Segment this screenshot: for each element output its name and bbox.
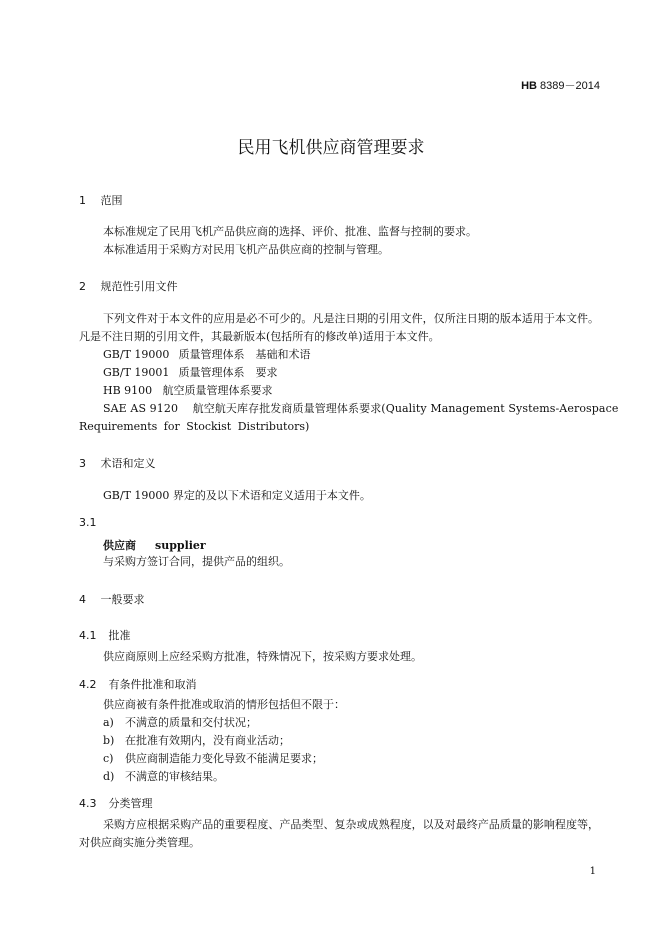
section-number: 4 bbox=[79, 593, 86, 606]
subsection-number: 4.1 bbox=[79, 629, 97, 642]
paragraph: 本标准规定了民用飞机产品供应商的选择、评价、批准、监督与控制的要求。 bbox=[103, 225, 477, 238]
list-text: 不满意的质量和交付状况； bbox=[125, 716, 257, 729]
section-title: 范围 bbox=[100, 194, 123, 207]
paragraph: 下列文件对于本文件的应用是必不可少的。凡是注日期的引用文件，仅所注日期的版本适用于本文件。凡是不注日期的引用文件，其最新版本(包括所有的修改单)适用于本文件。 bbox=[79, 312, 599, 343]
list-text: 不满意的审核结果。 bbox=[125, 770, 224, 783]
subsection-4-3-heading bbox=[79, 795, 153, 811]
list-marker: b) bbox=[103, 734, 115, 747]
reference-name: 质量管理体系 基础和术语 bbox=[178, 348, 311, 361]
term-chinese: 供应商 bbox=[103, 539, 136, 552]
section-number: 3 bbox=[79, 457, 86, 470]
list-marker: a) bbox=[103, 716, 114, 729]
subsection-title: 批准 bbox=[108, 629, 131, 642]
list-marker: d) bbox=[103, 770, 115, 783]
subsection-number: 4.3 bbox=[79, 797, 97, 810]
subsection-4-1-heading bbox=[79, 627, 131, 643]
paragraph: 本标准适用于采购方对民用飞机产品供应商的控制与管理。 bbox=[103, 243, 389, 256]
list-text: 在批准有效期内，没有商业活动； bbox=[125, 734, 290, 747]
list-item bbox=[103, 768, 224, 786]
section-number: 2 bbox=[79, 280, 86, 293]
reference-code: GB/T 19001 bbox=[103, 366, 170, 379]
subsection-4-2-heading bbox=[79, 676, 197, 692]
reference-item bbox=[103, 400, 618, 418]
reference-code: HB 9100 bbox=[103, 384, 153, 397]
reference-name: 航空质量管理体系要求 bbox=[162, 384, 273, 397]
reference-item bbox=[103, 382, 273, 400]
list-marker: c) bbox=[103, 752, 114, 765]
document-header bbox=[521, 77, 600, 93]
paragraph: 供应商原则上应经采购方批准，特殊情况下，按采购方要求处理。 bbox=[103, 650, 422, 663]
list-item bbox=[103, 732, 290, 750]
paragraph: 供应商被有条件批准或取消的情形包括但不限于： bbox=[103, 698, 345, 711]
document-title: 民用飞机供应商管理要求 bbox=[237, 138, 425, 158]
reference-code: SAE AS 9120 bbox=[103, 402, 179, 415]
reference-continuation: Requirements for Stockist Distributors) bbox=[79, 420, 310, 433]
term-number: 3.1 bbox=[79, 516, 97, 529]
section-title: 一般要求 bbox=[100, 593, 145, 606]
term-english: supplier bbox=[155, 539, 206, 552]
subsection-number: 4.2 bbox=[79, 678, 97, 691]
section-2-heading bbox=[79, 278, 178, 294]
reference-name: 航空航天库存批发商质量管理体系要求(Quality Management Systems-Aerospace bbox=[192, 402, 619, 415]
subsection-title: 分类管理 bbox=[108, 797, 153, 810]
section-3-heading bbox=[79, 455, 156, 471]
list-item bbox=[103, 750, 323, 768]
paragraph: GB/T 19000 界定的及以下术语和定义适用于本文件。 bbox=[103, 489, 371, 502]
section-4-heading bbox=[79, 591, 145, 607]
subsection-title: 有条件批准和取消 bbox=[108, 678, 197, 691]
term-definition: 与采购方签订合同，提供产品的组织。 bbox=[103, 555, 290, 568]
section-title: 规范性引用文件 bbox=[100, 280, 178, 293]
section-number: 1 bbox=[79, 194, 86, 207]
section-title: 术语和定义 bbox=[100, 457, 156, 470]
section-1-heading bbox=[79, 192, 123, 208]
list-text: 供应商制造能力变化导致不能满足要求； bbox=[125, 752, 323, 765]
page-number: 1 bbox=[589, 866, 596, 877]
reference-code: GB/T 19000 bbox=[103, 348, 170, 361]
reference-item bbox=[103, 346, 311, 364]
paragraph: 采购方应根据采购产品的重要程度、产品类型、复杂或成熟程度，以及对最终产品质量的影响程度等，对供应商实施分类管理。 bbox=[79, 818, 599, 849]
standard-number: 8389－2014 bbox=[540, 80, 600, 92]
reference-item bbox=[103, 364, 278, 382]
list-item bbox=[103, 714, 257, 732]
standard-code: HB bbox=[521, 80, 537, 92]
reference-name: 质量管理体系 要求 bbox=[178, 366, 278, 379]
